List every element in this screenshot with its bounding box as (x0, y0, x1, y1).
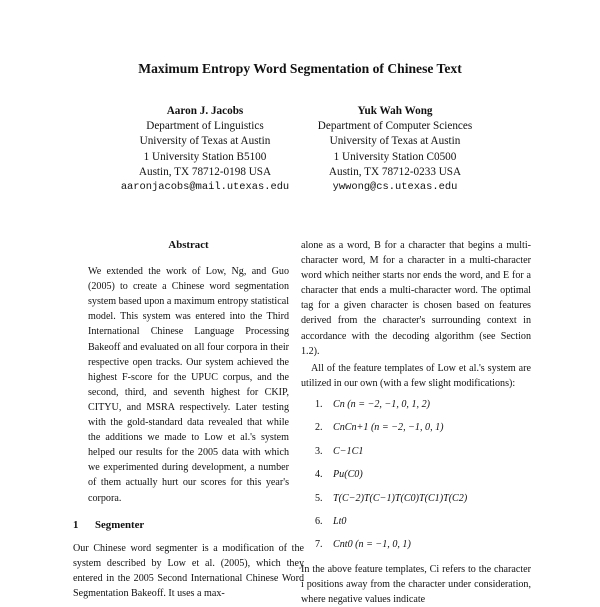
author-block-1 (95, 104, 315, 195)
list-item: 3. C−1C1 (315, 445, 364, 457)
list-item: 5. T(C−2)T(C−1)T(C0)T(C1)T(C2) (315, 492, 468, 504)
body-paragraph-1: alone as a word, B for a character that begins a multi-character word, M for a character in a multi-character word which neither starts nor ends the word, and E for a character that ends a multi-character word. The optimal tag for a given character is chosen based on features derived from the character's surrounding context in accordance with the decoding algorithm (see Section 1.2). (301, 240, 531, 357)
author-name: Aaron J. Jacobs (166, 105, 244, 117)
section-heading (73, 518, 304, 533)
list-item: 2. CnCn+1 (n = −2, −1, 0, 1) (315, 422, 444, 434)
author-city: Austin, TX 78712-0233 USA (328, 165, 462, 178)
paper-title: Maximum Entropy Word Segmentation of Chinese Text (138, 61, 462, 76)
feature-template-list (301, 398, 531, 552)
abstract-heading: Abstract (168, 239, 209, 251)
list-item: 7. Cnt0 (n = −1, 0, 1) (315, 539, 411, 551)
body-paragraph-3: In the above feature templates, Ci refers to the character i positions away from the character under consideration, where negative values indicate (301, 563, 531, 605)
author-station: 1 University Station B5100 (143, 150, 267, 163)
section-number: 1 (73, 518, 79, 531)
list-item: 6. Lt0 (315, 515, 347, 527)
author-university: University of Texas at Austin (329, 135, 461, 148)
left-column (73, 238, 304, 601)
author-email: ywwong@cs.utexas.edu (332, 181, 458, 194)
author-station: 1 University Station C0500 (333, 150, 457, 163)
list-item: 1. Cn (n = −2, −1, 0, 1, 2) (315, 398, 430, 410)
author-city: Austin, TX 78712-0198 USA (138, 165, 272, 178)
right-column (301, 238, 531, 607)
author-department: Department of Computer Sciences (317, 120, 473, 133)
section-title: Segmenter (95, 518, 145, 531)
author-university: University of Texas at Austin (139, 135, 271, 148)
author-email: aaronjacobs@mail.utexas.edu (120, 181, 290, 194)
list-item: 4. Pu(C0) (315, 469, 363, 481)
author-department: Department of Linguistics (146, 120, 264, 133)
author-name: Yuk Wah Wong (357, 105, 433, 117)
body-paragraph-2: All of the feature templates of Low et al.'s system are utilized in our own (with a few slight modifications): (301, 362, 531, 389)
section-paragraph: Our Chinese word segmenter is a modification of the system described by Low et al. (2005), which they entered in the 2005 Second International Chinese Word Segmentation Bakeoff. It uses a max- (73, 542, 304, 599)
author-block-2 (285, 104, 505, 195)
abstract-text: We extended the work of Low, Ng, and Guo (2005) to create a Chinese word segmentation system based upon a maximum entropy statistical model. This system was entered into the Third International Chinese Language Processing Bakeoff and evaluated on all four corpora in their respective open tracks. Our system achieved the highest F-score for the UPUC corpus, and the second, third, and seventh highest for CKIP, CITYU, and MSRA respectively. Later testing with the gold-standard data revealed that while the additions we made to Low et al.'s system helped our results for the 2005 data with which we experimented during development, a number of them actually hurt our scores for this year's corpora. (88, 266, 289, 504)
